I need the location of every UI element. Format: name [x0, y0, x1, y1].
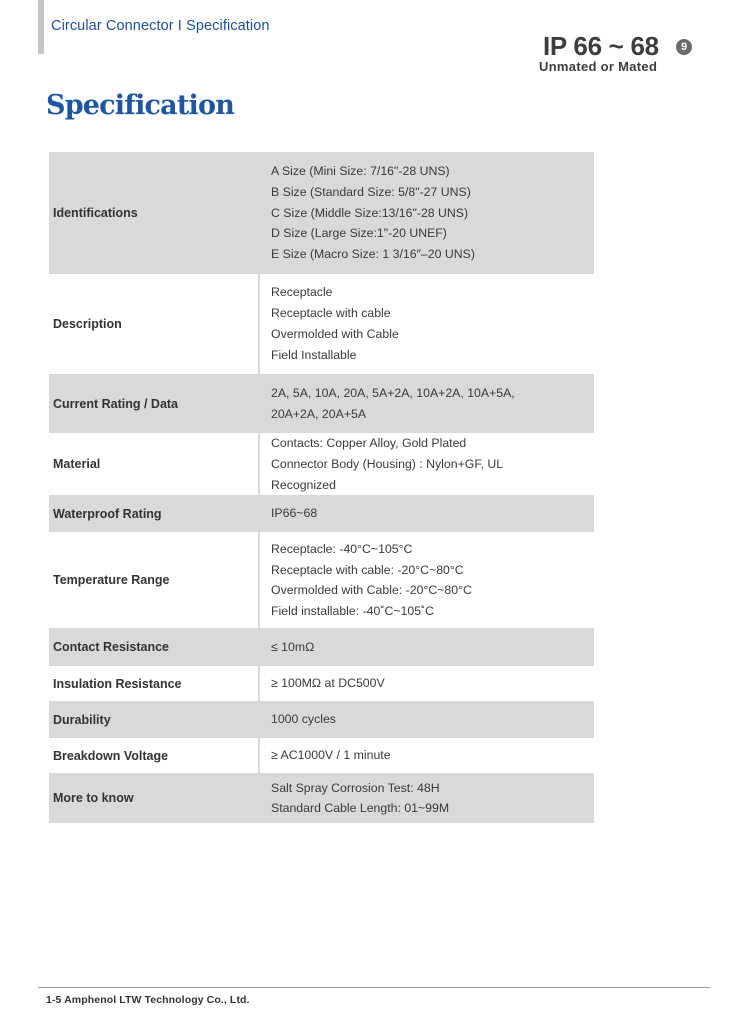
spec-label: Breakdown Voltage — [49, 738, 259, 773]
footer-text: 1-5 Amphenol LTW Technology Co., Ltd. — [46, 994, 250, 1006]
spec-value — [259, 532, 594, 628]
spec-row-contact-resistance — [49, 628, 594, 666]
spec-value — [259, 628, 594, 666]
spec-value-line: 20A+2A, 20A+5A — [271, 406, 367, 421]
spec-value-line: B Size (Standard Size: 5/8"-27 UNS) — [271, 184, 471, 199]
spec-row-current-rating — [49, 374, 594, 433]
spec-value-line: D Size (Large Size:1"-20 UNEF) — [271, 226, 447, 241]
page-title: Specification — [46, 90, 235, 121]
spec-value-line: Connector Body (Housing) : Nylon+GF, UL — [271, 456, 504, 471]
spec-value-line: Field Installable — [271, 347, 357, 362]
spec-value-line: IP66~68 — [271, 506, 318, 521]
spec-value-line: Contacts: Copper Alloy, Gold Plated — [271, 436, 467, 450]
spec-label: Waterproof Rating — [49, 495, 259, 532]
spec-row-insulation-resistance — [49, 666, 594, 701]
spec-value-line: Receptacle — [271, 285, 333, 300]
spec-value-line: E Size (Macro Size: 1 3/16″–20 UNS) — [271, 247, 475, 262]
spec-value — [259, 374, 594, 433]
spec-value — [259, 152, 594, 274]
ip-rating-subtitle: Unmated or Mated — [539, 59, 658, 74]
spec-label: Current Rating / Data — [49, 374, 259, 433]
spec-value-line: Standard Cable Length: 01~99M — [271, 801, 450, 816]
spec-value-line: Overmolded with Cable — [271, 327, 399, 341]
spec-value-line: 2A, 5A, 10A, 20A, 5A+2A, 10A+2A, 10A+5A, — [271, 385, 515, 400]
spec-label: More to know — [49, 773, 259, 823]
spec-label: Temperature Range — [49, 532, 259, 628]
ip-rating-badge-icon: 9 — [676, 39, 692, 55]
spec-label: Description — [49, 274, 259, 374]
spec-label: Material — [49, 433, 259, 495]
spec-label: Durability — [49, 701, 259, 738]
spec-row-waterproof-rating — [49, 495, 594, 532]
spec-row-breakdown-voltage — [49, 738, 594, 773]
spec-value-line: Recognized — [271, 477, 336, 492]
spec-value — [259, 773, 594, 823]
header-accent-bar — [38, 0, 44, 54]
spec-value-line: A Size (Mini Size: 7/16"-28 UNS) — [271, 164, 450, 178]
spec-row-identifications — [49, 152, 594, 274]
spec-label: Identifications — [49, 152, 259, 274]
spec-value — [259, 666, 594, 701]
spec-value-line: 1000 cycles — [271, 712, 336, 727]
spec-row-description — [49, 274, 594, 374]
spec-label: Contact Resistance — [49, 628, 259, 666]
spec-value — [259, 274, 594, 374]
spec-value-line: Receptacle: -40°C~105°C — [271, 541, 413, 556]
ip-rating-title: IP 66 ~ 68 — [543, 31, 659, 61]
spec-table — [49, 152, 594, 823]
spec-value-line: C Size (Middle Size:13/16"-28 UNS) — [271, 205, 469, 220]
spec-value-line: Receptacle with cable: -20°C~80°C — [271, 562, 464, 577]
spec-row-temperature-range — [49, 532, 594, 628]
spec-value — [259, 738, 594, 773]
spec-row-material — [49, 433, 594, 495]
spec-value-line: Receptacle with cable — [271, 306, 391, 321]
spec-value-line: Salt Spray Corrosion Test: 48H — [271, 780, 440, 795]
breadcrumb: Circular Connector I Specification — [51, 18, 270, 34]
spec-value-line: ≤ 10mΩ — [271, 639, 315, 654]
spec-value-line: Field installable: -40˚C~105˚C — [271, 604, 435, 619]
spec-value — [259, 495, 594, 532]
spec-label: Insulation Resistance — [49, 666, 259, 701]
spec-row-durability — [49, 701, 594, 738]
spec-row-more-to-know — [49, 773, 594, 823]
spec-value-line: Overmolded with Cable: -20°C~80°C — [271, 583, 472, 598]
footer-divider — [38, 987, 710, 988]
spec-value-line: ≥ 100MΩ at DC500V — [271, 676, 385, 691]
spec-value — [259, 701, 594, 738]
spec-value-line: ≥ AC1000V / 1 minute — [271, 748, 391, 763]
spec-value — [259, 433, 594, 495]
